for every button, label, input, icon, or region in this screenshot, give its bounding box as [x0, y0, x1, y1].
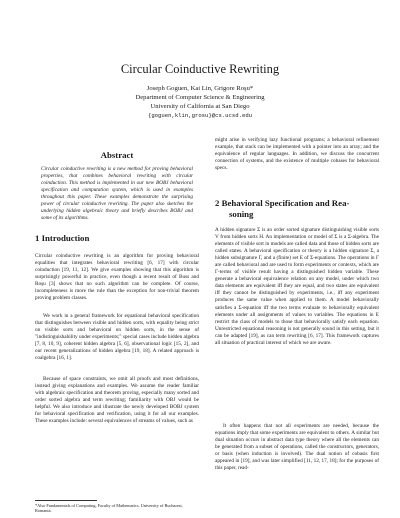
footnote-rule	[35, 500, 97, 501]
right-paragraph-0: might arise in verifying lazy functional programs; a behavioral refinement example, that stack can be implemented with a pointer into an array; and the equivalence of regular languages. In addition, we discuss the concurrent connection of systems, and the existence of multiple cobases for behavioral specs.	[215, 137, 379, 172]
spec-heading-line-2: soning	[229, 209, 254, 219]
spec-heading-line-1: 2 Behavioral Specification and Rea-	[215, 198, 350, 208]
footnote: *Also Fundamentals of Computing, Faculty of Mathematics, University of Bucharest, Romania.	[35, 503, 183, 514]
intro-heading: 1 Introduction	[35, 233, 90, 243]
abstract-text: Circular coinductive rewriting is a new method for proving behavioral properties, that combines behavioral rewriting with circular coinduction. This method is implemented in our new BOBJ behavioral specification and computation system, which is used in examples throughout this paper. These examples demonstrate the surprising power of circular coinductive rewriting. The paper also sketches the underlying hidden algebraic theory and briefly describes BOBJ and some of its algorithms.	[41, 166, 193, 222]
spec-heading	[215, 198, 379, 220]
author-block	[0, 84, 400, 120]
author-university: University of California at San Diego	[150, 103, 250, 110]
intro-paragraph-3: Because of space constraints, we omit all proofs and most definitions, instead giving explanations and examples. We assume the reader familiar with algebraic specification and theorem proving, especially many sorted and order sorted algebra and term rewriting; familiarity with OBJ would be helpful. We also introduce and illustrate the newly developed BOBJ system for behavioral specification and verification, using it for all our examples. These examples include: several equivalences of streams of values, such as	[35, 376, 199, 425]
paper-title: Circular Coinductive Rewriting	[120, 62, 280, 76]
abstract-heading: Abstract	[100, 150, 134, 160]
author-names: Joseph Goguen, Kai Lin, Grigore Roşu*	[146, 85, 254, 92]
author-email: {goguen,klin,grosu}@cs.ucsd.edu	[147, 112, 253, 119]
intro-paragraph-2: We work in a general framework for equational behavioral specification that distinguishes between visible and hidden sorts, with equality being strict on visible sorts and behavioral on hidden sorts, in the sense of "indistinguishability under experiments;" special cases include hidden algebra [7, 8, 10, 9], coherent hidden algebra [5, 6], observational logic [15, 2], and our recent generalizations of hidden algebra [19, 18]. A related approach is coalgebra [16, 1].	[35, 313, 199, 362]
spec-paragraph-1: A hidden signature Σ is an order sorted signature distinguishing visible sorts V from hidden sorts H. An implementation or model of Σ is a Σ-algebra. The elements of visible sort in models are called data and those of hidden sorts are called states. A behavioral specification or theory is a hidden signature Σ, a hidden subsignature Γ, and a (finite) set E of Σ-equations. The operations in Γ are called behavioral and are used to form experiments or contexts, which are Γ-terms of visible result having a distinguished hidden variable. These generate a behavioral equivalence relation on any model, under which two data elements are equivalent iff they are equal, and two states are equivalent iff they cannot be distinguished by experiments, i.e., iff any experiment produces the same value when applied to them. A model behaviorally satisfies a Σ-equation iff the two terms evaluate to behaviorally equivalent elements under all assignments of values to variables. The equations in E restrict the class of models to those that behaviorally satisfy each equation. Unrestricted equational reasoning is not generally sound in this setting, but it can be adapted [19], as can term rewriting [6, 17]. This framework captures all situation of practical interest of which we are aware.	[215, 227, 379, 346]
spec-paragraph-2: It often happens that not all experiments are needed, because the equations imply that some experiments are equivalent to others. A similar but dual situation occurs in abstract data type theory where all the elements can be generated from a subset of operations, called the constructors, generators, or basis (when induction is involved). The dual notion of cobasis first appeared in [19], and was later simplified [11, 12, 17, 18]; for the purposes of this paper, read-	[215, 423, 379, 472]
intro-paragraph-1: Circular coinductive rewriting is an algorithm for proving behavioral equalities that integrates behavioral rewriting [6, 17] with circular coinduction [19, 11, 12]. We give examples showing that this algorithm is surprisingly powerful in practice, even though a recent result of Buss and Roşu [3] shows that no such algorithm can be complete. Of course, incompleteness is more the rule than the exception for non-trivial theorem proving problem classes.	[35, 253, 199, 302]
author-department: Department of Computer Science & Engineering	[135, 94, 265, 101]
